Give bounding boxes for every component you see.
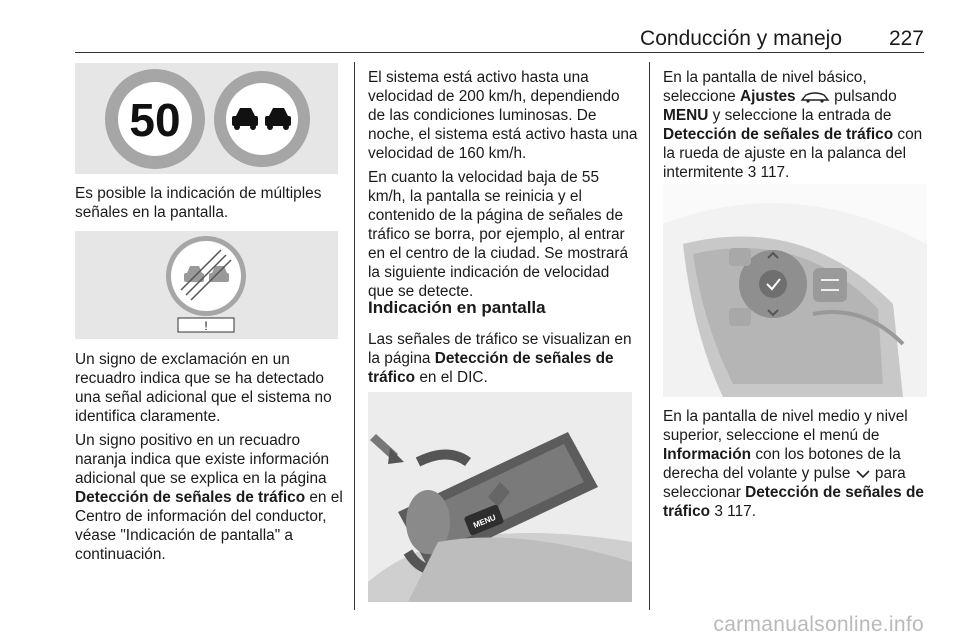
- col2-paragraph-3: Las señales de tráfico se visualizan en la página Detección de señales de tráfico en el DIC.: [368, 331, 632, 386]
- col1-paragraph-3: Un signo positivo en un recuadro naranja indica que existe información adicional que se explica en la página Detección de señales de tráfico en el Centro de información del conductor, véase "Indicación de pantalla" a continuación.: [75, 432, 343, 563]
- menu-button-label: MENU: [471, 512, 498, 530]
- column-divider-1: [354, 62, 355, 610]
- section-heading: Indicación en pantalla: [368, 298, 546, 317]
- speed-limit-number: 50: [129, 94, 181, 146]
- chevron-down-icon: [855, 469, 871, 479]
- col1-paragraph-1: Es posible la indicación de múltiples señales en la pantalla.: [75, 185, 322, 221]
- figure-speed-and-no-passing-signs: [75, 63, 338, 174]
- col3-paragraph-1: En la pantalla de nivel básico, seleccione Ajustes pulsando MENU y seleccione la entrada de Detección de señales de tráfico con la rueda de ajuste en la palanca del intermitente 3 117.: [663, 69, 923, 181]
- page-number: 227: [888, 27, 924, 50]
- col2-text-block: [368, 68, 638, 306]
- watermark-site: carmanualsonline.info: [713, 613, 924, 636]
- col1-text-block: [75, 350, 343, 569]
- exclamation-box-label: !: [204, 319, 208, 333]
- col2-paragraph-1: El sistema está activo hasta una velocidad de 200 km/h, dependiendo de las condiciones luminosas. De noche, el sistema está activo hasta una velocidad de 160 km/h.: [368, 69, 638, 162]
- figure-turn-signal-lever: [368, 392, 632, 602]
- figure-end-no-passing-sign: [75, 231, 338, 339]
- section-title: Conducción y manejo: [640, 27, 842, 50]
- col2-paragraph-2: En cuanto la velocidad baja de 55 km/h, la pantalla se reinicia y el contenido de la página de señales de tráfico se borra, por ejemplo, al entrar en el centro de la ciudad. Se mostrará la siguiente indicación de velocidad que se detecte.: [368, 169, 629, 300]
- header-rule: [75, 52, 924, 53]
- car-settings-icon: [800, 91, 830, 103]
- column-divider-2: [649, 62, 650, 610]
- col1-paragraph-2: Un signo de exclamación en un recuadro indica que se ha detectado una señal adicional que el sistema no identifica claramente.: [75, 351, 332, 425]
- col3-paragraph-2: En la pantalla de nivel medio y nivel superior, seleccione el menú de Información con los botones de la derecha del volante y pulse para seleccionar Detección de señales de tráfico 3 117.: [663, 408, 924, 520]
- figure-steering-wheel-controls: [663, 184, 927, 397]
